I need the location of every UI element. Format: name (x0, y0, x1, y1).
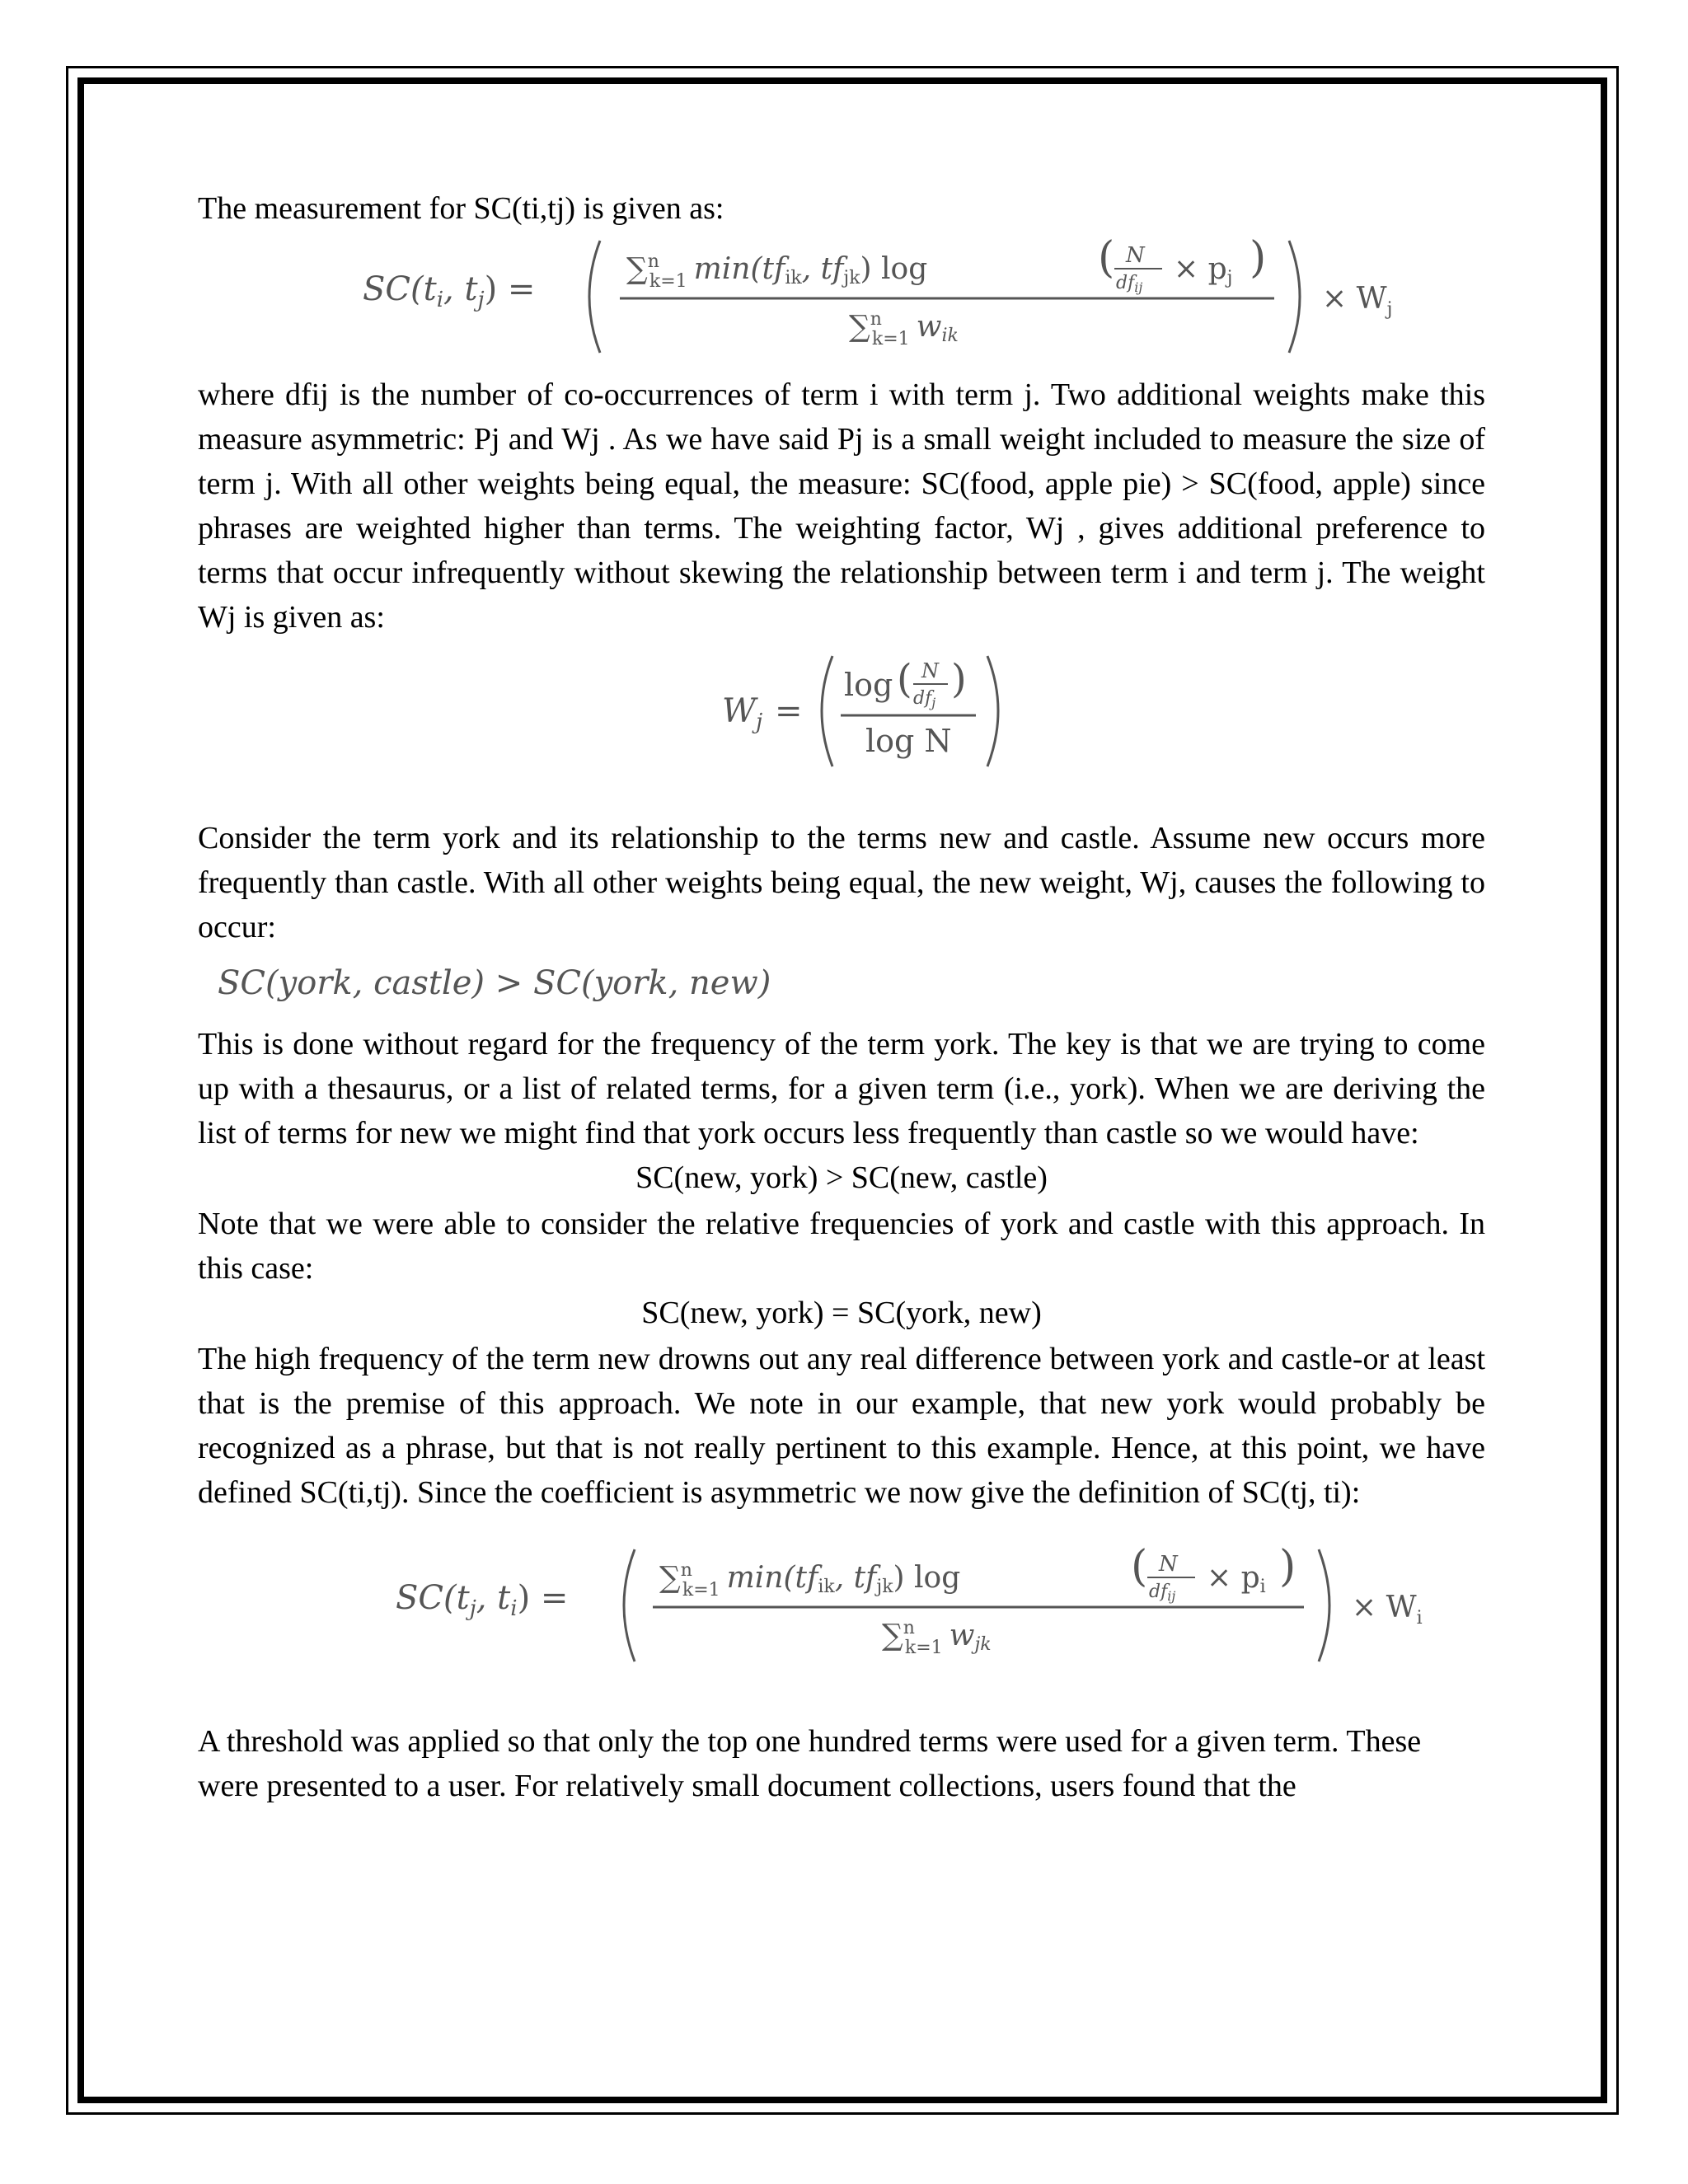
svg-text:SC(york, castle) > SC(york, ne: SC(york, castle) > SC(york, new) (218, 964, 771, 1002)
equation-sc-tj-ti (198, 1540, 1485, 1671)
document-body (198, 186, 1485, 1808)
svg-text:dfj: dfj (913, 688, 936, 710)
paragraph-threshold: A threshold was applied so that only the top one hundred terms were used for a given term. These were presented to a user. For relatively small document collections, users found that the (198, 1724, 1422, 1803)
line-sc-new-york-eq: SC(new, york) = SC(york, new) (641, 1296, 1042, 1330)
svg-text:∑nk=1min(tfik, tfjk) log: ∑$^n$ k=1 min(tfik, tfjk) log (659, 1560, 961, 1601)
svg-text:∑nk=1wik: ∑$^n$ k=1 wik (849, 309, 959, 349)
svg-text:=: = (775, 692, 803, 730)
equation-wj (198, 644, 1485, 775)
svg-text:): ) (1279, 1542, 1296, 1591)
svg-text:dfij: dfij (1116, 273, 1143, 295)
paragraph-without-regard: This is done without regard for the frequency of the term york. The key is that we are trying to come up with a thesaurus, or a list of related terms, for a given term (i.e., york). When we are deriving the list of terms for new we might find that york occurs less frequently than castle so we would have: (198, 1027, 1485, 1151)
svg-text:∑nk=1min(tfik, tfjk) log: ∑$^n$ k=1 min(tfik, tfjk) log (626, 251, 928, 292)
paragraph-note-relative: Note that we were able to consider the relative frequencies of york and castle with this approach. In this case: (198, 1207, 1485, 1286)
svg-text:Wj: $W_j$ (722, 692, 763, 734)
svg-text:N: N (1126, 243, 1145, 268)
svg-text:(: ( (1131, 1542, 1148, 1591)
equation-york-castle (198, 954, 1485, 1012)
paragraph-high-frequency: The high frequency of the term new drowns out any real difference between york and castle-or at least that is the premise of this approach. We note in our example, that new york would probably be recognized as a phrase, but that is not really pertinent to this example. Hence, at this point, we have defined SC(ti,tj). Since the coefficient is asymmetric we now give the definition of SC(tj, ti): (198, 1342, 1485, 1510)
svg-text:(: ( (897, 656, 912, 702)
svg-text:SC(tj, ti) =: $SC(t_j$, $t_i$) = (396, 1579, 569, 1621)
intro-text: The measurement for SC(ti,tj) is given as: (198, 191, 724, 226)
svg-text:∑nk=1wjk: ∑$^n$ k=1 wjk (882, 1618, 992, 1658)
svg-text:log: log (844, 667, 893, 703)
svg-text:SC(ti, tj) =: $SC(t_i$, $t_j$) = (363, 270, 536, 312)
svg-text:× pj: × pj (1174, 252, 1233, 288)
svg-text:× Wj: × $W_j$ (1322, 282, 1393, 320)
svg-text:): ) (951, 656, 967, 702)
svg-text:N: N (921, 659, 939, 682)
paragraph-where-dfij: where dfij is the number of co-occurrences of term i with term j. Two additional weights make this measure asymmetric: Pj and Wj . As we have said Pj is a small weight included to measure the size of term j. With all other weights being equal, the measure: SC(food, apple pie) > SC(food, apple) since phrases are weighted higher than terms. The weighting factor, Wj , gives additional preference to terms that occur infrequently without skewing the relationship between term i and term j. The weight Wj is given as: (198, 377, 1485, 635)
paragraph-consider-york: Consider the term york and its relationship to the terms new and castle. Assume new occurs more frequently than castle. With all other weights being equal, the new weight, Wj, causes the following to occur: (198, 821, 1485, 944)
svg-text:× pi: × pi (1207, 1561, 1266, 1597)
svg-text:dfij: dfij (1149, 1582, 1176, 1604)
svg-text:): ) (1250, 233, 1267, 283)
svg-text:(: ( (1098, 233, 1115, 283)
equation-sc-ti-tj (198, 231, 1485, 363)
svg-text:N: N (1159, 1552, 1178, 1577)
svg-text:× Wi: × $W_i$ (1352, 1591, 1423, 1629)
svg-text:log N: log N (865, 723, 952, 759)
line-sc-new-york-gt: SC(new, york) > SC(new, castle) (635, 1160, 1048, 1195)
